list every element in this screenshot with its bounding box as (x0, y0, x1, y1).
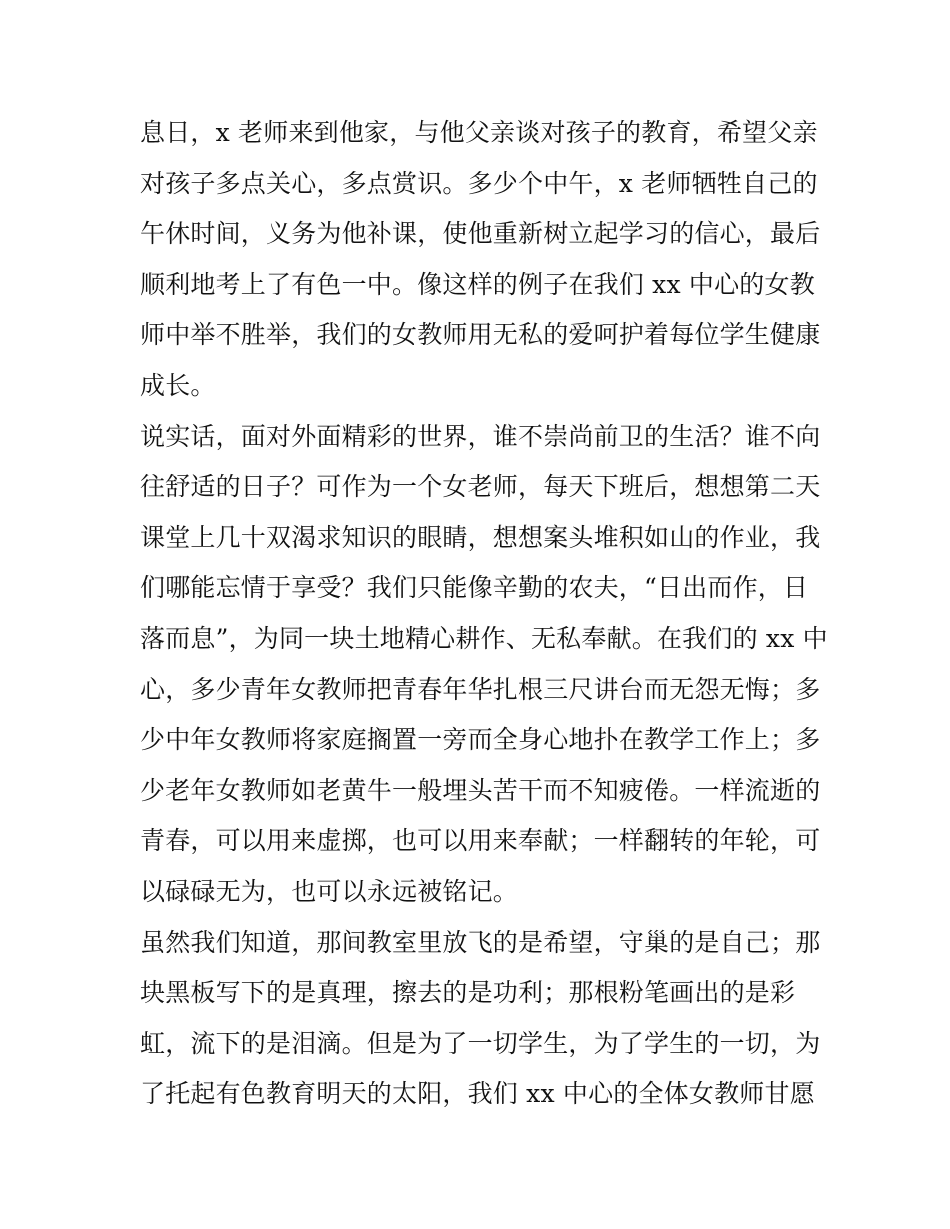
text-line: 顺利地考上了有色一中。像这样的例子在我们 xx 中心的女教 (140, 269, 815, 299)
text-line: 青春，可以用来虚掷，也可以用来奉献；一样翻转的年轮，可 (140, 826, 821, 856)
text-line: 了托起有色教育明天的太阳，我们 xx 中心的全体女教师甘愿 (140, 1079, 815, 1109)
text-line: 说实话，面对外面精彩的世界，谁不崇尚前卫的生活？谁不向 (140, 421, 821, 451)
text-line: 心，多少青年女教师把青春年华扎根三尺讲台而无怨无悔；多 (140, 674, 821, 704)
text-line: 往舒适的日子？可作为一个女老师，每天下班后，想想第二天 (140, 472, 821, 502)
document-body (140, 108, 828, 1120)
paragraph-3 (140, 918, 820, 1120)
text-line: 少中年女教师将家庭搁置一旁而全身心地扑在教学工作上；多 (140, 725, 821, 755)
text-line: 少老年女教师如老黄牛一般埋头苦干而不知疲倦。一样流逝的 (140, 775, 821, 805)
text-line: 以碌碌无为，也可以永远被铭记。 (140, 876, 519, 906)
text-line: 成长。 (140, 370, 216, 400)
text-line: 对孩子多点关心，多点赏识。多少个中午，x 老师牺牲自己的 (140, 168, 818, 198)
text-line: 息日，x 老师来到他家，与他父亲谈对孩子的教育，希望父亲 (140, 118, 818, 147)
text-line: 午休时间，义务为他补课，使他重新树立起学习的信心，最后 (140, 219, 821, 249)
text-line: 落而息”，为同一块土地精心耕作、无私奉献。在我们的 xx 中 (140, 623, 828, 653)
text-line: 虹，流下的是泪滴。但是为了一切学生，为了学生的一切，为 (140, 1028, 821, 1058)
paragraph-1 (140, 108, 820, 412)
text-line: 虽然我们知道，那间教室里放飞的是希望，守巢的是自己；那 (140, 927, 821, 957)
text-line: 师中举不胜举，我们的女教师用无私的爱呵护着每位学生健康 (140, 320, 821, 350)
text-line: 课堂上几十双渴求知识的眼睛，想想案头堆积如山的作业，我 (140, 522, 821, 552)
paragraph-2 (140, 412, 828, 918)
text-line: 们哪能忘情于享受？我们只能像辛勤的农夫，“日出而作，日 (140, 573, 809, 603)
text-line: 块黑板写下的是真理，擦去的是功利；那根粉笔画出的是彩 (140, 978, 796, 1008)
